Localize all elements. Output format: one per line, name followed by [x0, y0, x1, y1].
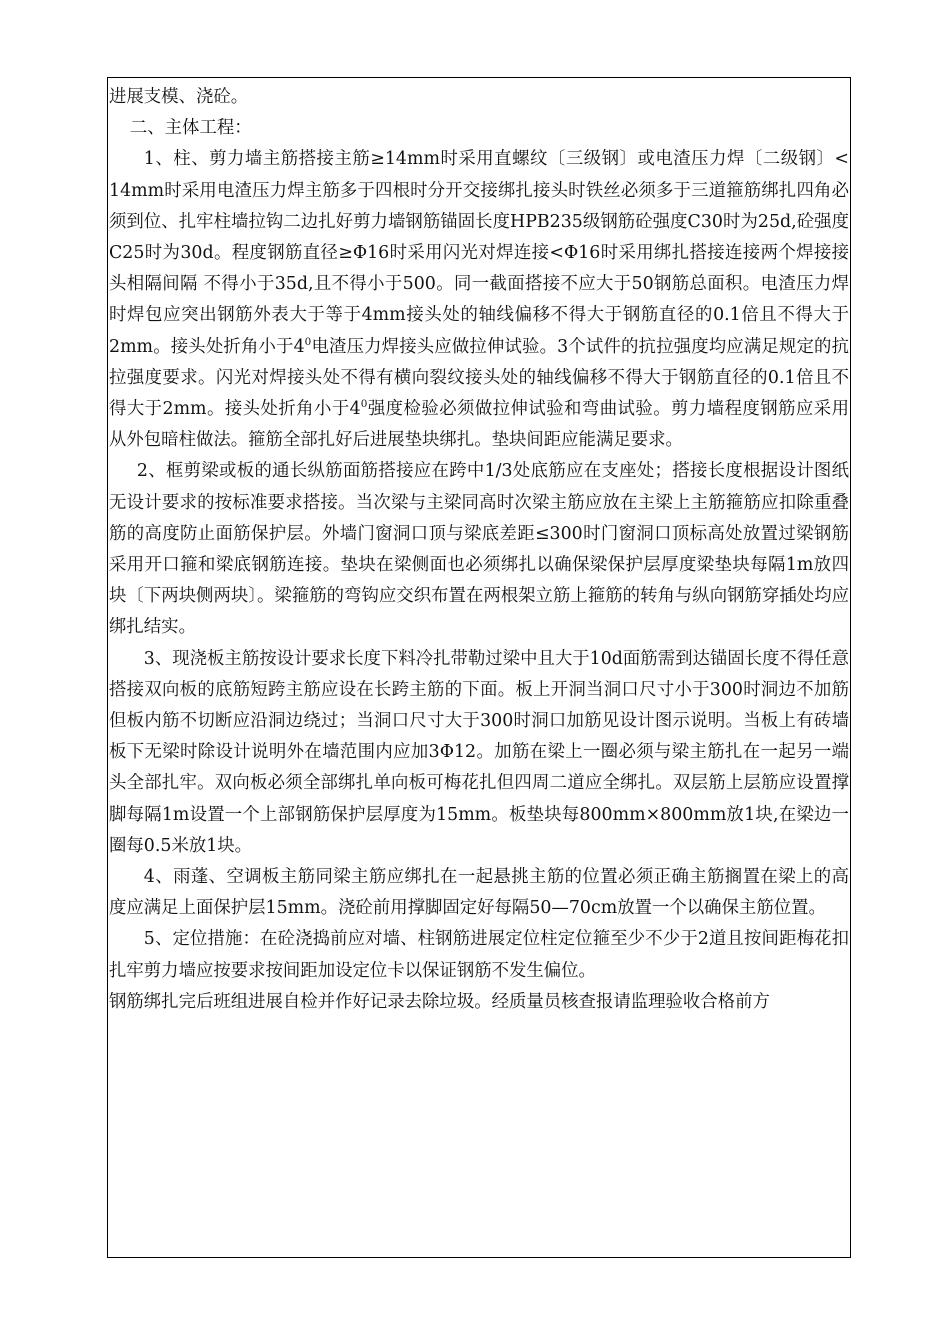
- document-body: [109, 82, 849, 1018]
- paragraph-continuation: 进展支模、浇砼。: [109, 87, 249, 107]
- section-heading: 二、主体工程：: [129, 118, 252, 139]
- paragraph-self-check: 钢筋绑扎完后班组进展自检并作好记录去除垃圾。经质量员核查报请监理验收合格前方: [109, 991, 770, 1012]
- paragraph-canopy: 4、雨蓬、空调板主筋同梁主筋应绑扎在一起悬挑主筋的位置必须正确主筋搁置在梁上的高度应满足上面保护层15mm。浇砼前用撑脚固定好每隔50—70cm放置一个以确保主筋位置。: [109, 867, 849, 919]
- paragraph-columns-walls: [109, 144, 849, 456]
- text-segment: 强度检验必须做拉伸试验和弯曲试验。剪力墙程度钢筋应采用从外包暗柱做法。箍筋全部扎好后进展垫块绑扎。垫块间距应能满足要求。: [109, 399, 849, 451]
- text-segment: 1、柱、剪力墙主筋搭接主筋≥14mm时采用直螺纹〔三级钢〕或电渣压力焊〔二级钢〕< 14mm时采用电渣压力焊主筋多于四根时分开交接绑扎接头时铁丝必须多于三道箍筋绑扎四角必须到位、扎牢柱墙拉钩二边扎好剪力墙钢筋锚固长度HPB235级钢筋砼强度C30时为25d,砼强度C25时为30d。程度钢筋直径≥Φ16时采用闪光对焊连接<Φ16时采用绑扎搭接连接两个焊接接头相隔间隔 不得小于35d,且不得小于500。同一截面搭接不应大于50钢筋总面积。电渣压力焊时焊包应突出钢筋外表大于等于4mm接头处的轴线偏移不得大于钢筋直径的0.1倍且不得大于2mm。接头处折角小于4: [109, 149, 849, 357]
- degree-superscript: 0: [360, 398, 368, 411]
- text-segment: 电渣压力焊接头应做拉伸试验。3个试件的抗拉强度均应满足规定的抗拉强度要求。闪光对焊接头处不得有横向裂纹接头处的轴线偏移不得大于钢筋直径的0.1倍且不得大于2mm。接头处折角小于4: [109, 336, 849, 420]
- paragraph-beams-slabs: 2、框剪梁或板的通长纵筋面筋搭接应在跨中1/3处底筋应在支座处；搭接长度根据设计图纸无设计要求的按标准要求搭接。当次梁与主梁同高时次梁主筋应放在主梁上主筋箍筋应扣除重叠筋的高度防止面筋保护层。外墙门窗洞口顶与梁底差距≤300时门窗洞口顶标高处放置过梁钢筋采用开口箍和梁底钢筋连接。垫块在梁侧面也必须绑扎以确保梁保护层厚度梁垫块每隔1m放四块〔下两块侧两块〕。梁箍筋的弯钩应交织布置在两根架立筋上箍筋的转角与纵向钢筋穿插处均应绑扎结实。: [109, 461, 849, 638]
- paragraph-cast-slab: 3、现浇板主筋按设计要求长度下料冷扎带勒过梁中且大于10d面筋需到达锚固长度不得任意搭接双向板的底筋短跨主筋应设在长跨主筋的下面。板上开洞当洞口尺寸小于300时洞边不加筋但板内筋不切断应沿洞边绕过；当洞口尺寸大于300时洞口加筋见设计图示说明。当板上有砖墙板下无梁时除设计说明外在墙范围内应加3Φ12。加筋在梁上一圈必须与梁主筋扎在一起另一端头全部扎牢。双向板必须全部绑扎单向板可梅花扎但四周二道应全绑扎。双层筋上层筋应设置撑脚每隔1m设置一个上部钢筋保护层厚度为15mm。板垫块每800mm×800mm放1块,在梁边一圈每0.5米放1块。: [109, 648, 849, 856]
- degree-superscript: 0: [304, 335, 312, 348]
- paragraph-positioning: 5、定位措施：在砼浇捣前应对墙、柱钢筋进展定位柱定位箍至少不少于2道且按间距梅花扣扎牢剪力墙应按要求按间距加设定位卡以保证钢筋不发生偏位。: [109, 929, 849, 981]
